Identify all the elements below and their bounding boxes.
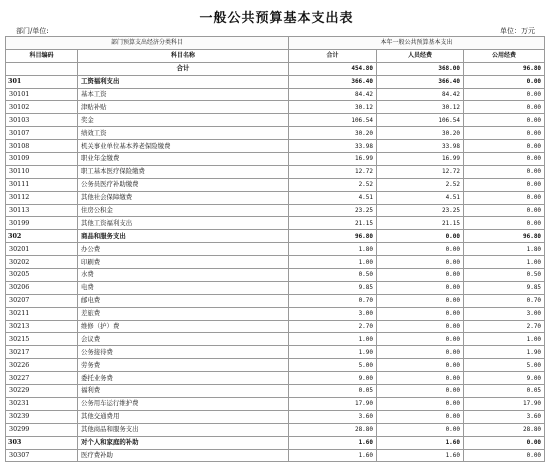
row-code-cell: 303 [6, 436, 78, 449]
row-name-cell: 其他工资福利支出 [78, 217, 289, 230]
row-personnel-cell: 0.00 [377, 281, 464, 294]
row-total-cell: 0.50 [289, 269, 377, 282]
row-code-cell: 30213 [6, 320, 78, 333]
row-personnel-cell: 23.25 [377, 204, 464, 217]
column-header-public: 公用经费 [464, 49, 545, 62]
row-public-cell: 0.00 [464, 449, 545, 462]
row-personnel-cell: 0.00 [377, 256, 464, 269]
table-row [6, 165, 545, 178]
table-row [6, 397, 545, 410]
row-name-cell: 对个人和家庭的补助 [78, 436, 289, 449]
row-total-cell: 30.12 [289, 101, 377, 114]
row-code-cell: 301 [6, 75, 78, 88]
row-personnel-cell: 0.00 [377, 423, 464, 436]
table-row [6, 320, 545, 333]
table-row [6, 62, 545, 75]
row-name-cell: 办公费 [78, 243, 289, 256]
row-code-cell: 30231 [6, 397, 78, 410]
table-row [6, 204, 545, 217]
row-name-cell: 商品和服务支出 [78, 230, 289, 243]
row-name-cell: 医疗费补助 [78, 449, 289, 462]
row-code-cell: 30239 [6, 410, 78, 423]
row-code-cell [6, 62, 78, 75]
table-row [6, 359, 545, 372]
row-total-cell: 28.80 [289, 423, 377, 436]
row-total-cell: 9.85 [289, 281, 377, 294]
row-total-cell: 0.70 [289, 294, 377, 307]
table-row [6, 217, 545, 230]
row-name-cell: 津贴补贴 [78, 101, 289, 114]
table-row [6, 153, 545, 166]
row-total-cell: 2.52 [289, 178, 377, 191]
row-public-cell: 96.80 [464, 62, 545, 75]
row-public-cell: 0.00 [464, 75, 545, 88]
row-code-cell: 30111 [6, 178, 78, 191]
row-code-cell: 302 [6, 230, 78, 243]
row-personnel-cell: 0.00 [377, 346, 464, 359]
table-row [6, 256, 545, 269]
row-public-cell: 0.05 [464, 385, 545, 398]
table-row [6, 294, 545, 307]
row-personnel-cell: 368.00 [377, 62, 464, 75]
row-public-cell: 0.00 [464, 217, 545, 230]
column-header-personnel: 人员经费 [377, 49, 464, 62]
table-row [6, 281, 545, 294]
row-name-cell: 基本工资 [78, 88, 289, 101]
table-row [6, 178, 545, 191]
row-personnel-cell: 0.00 [377, 333, 464, 346]
row-public-cell: 28.80 [464, 423, 545, 436]
header-group-classification: 部门预算支出经济分类科目 [6, 37, 289, 50]
table-row [6, 191, 545, 204]
table-row [6, 75, 545, 88]
row-total-cell: 0.05 [289, 385, 377, 398]
row-personnel-cell: 0.00 [377, 230, 464, 243]
header-column-row [6, 49, 545, 62]
row-personnel-cell: 0.00 [377, 410, 464, 423]
row-personnel-cell: 366.40 [377, 75, 464, 88]
table-row [6, 333, 545, 346]
row-public-cell: 0.00 [464, 114, 545, 127]
table-body [6, 62, 545, 462]
row-name-cell: 住房公积金 [78, 204, 289, 217]
row-code-cell: 30103 [6, 114, 78, 127]
table-row [6, 114, 545, 127]
row-public-cell: 3.60 [464, 410, 545, 423]
row-code-cell: 30113 [6, 204, 78, 217]
row-code-cell: 30110 [6, 165, 78, 178]
row-total-cell: 23.25 [289, 204, 377, 217]
row-public-cell: 0.00 [464, 436, 545, 449]
table-row [6, 372, 545, 385]
row-public-cell: 0.00 [464, 204, 545, 217]
row-name-cell: 邮电费 [78, 294, 289, 307]
row-total-cell: 454.80 [289, 62, 377, 75]
row-total-cell: 366.40 [289, 75, 377, 88]
row-public-cell: 0.00 [464, 101, 545, 114]
row-public-cell: 0.00 [464, 88, 545, 101]
row-code-cell: 30211 [6, 307, 78, 320]
row-code-cell: 30217 [6, 346, 78, 359]
row-total-cell: 3.60 [289, 410, 377, 423]
header-group-expenditure: 本年一般公共预算基本支出 [289, 37, 545, 50]
row-personnel-cell: 106.54 [377, 114, 464, 127]
row-name-cell: 劳务费 [78, 359, 289, 372]
table-row [6, 307, 545, 320]
row-public-cell: 1.00 [464, 333, 545, 346]
row-personnel-cell: 0.00 [377, 359, 464, 372]
table-row [6, 127, 545, 140]
row-personnel-cell: 4.51 [377, 191, 464, 204]
row-code-cell: 30112 [6, 191, 78, 204]
row-total-cell: 1.80 [289, 243, 377, 256]
row-personnel-cell: 0.00 [377, 372, 464, 385]
row-code-cell: 30199 [6, 217, 78, 230]
row-public-cell: 0.50 [464, 269, 545, 282]
table-row [6, 385, 545, 398]
row-personnel-cell: 0.00 [377, 269, 464, 282]
row-personnel-cell: 0.00 [377, 397, 464, 410]
table-row [6, 410, 545, 423]
row-total-cell: 2.70 [289, 320, 377, 333]
row-total-cell: 17.90 [289, 397, 377, 410]
row-code-cell: 30299 [6, 423, 78, 436]
row-public-cell: 9.85 [464, 281, 545, 294]
row-code-cell: 30215 [6, 333, 78, 346]
row-public-cell: 1.80 [464, 243, 545, 256]
row-personnel-cell: 16.99 [377, 153, 464, 166]
table-row [6, 269, 545, 282]
row-personnel-cell: 1.60 [377, 436, 464, 449]
row-total-cell: 106.54 [289, 114, 377, 127]
row-public-cell: 0.00 [464, 140, 545, 153]
column-header-code: 科目编码 [6, 49, 78, 62]
row-personnel-cell: 0.00 [377, 307, 464, 320]
row-total-cell: 33.98 [289, 140, 377, 153]
row-total-cell: 21.15 [289, 217, 377, 230]
row-name-cell: 福利费 [78, 385, 289, 398]
row-personnel-cell: 0.00 [377, 385, 464, 398]
row-total-cell: 1.60 [289, 436, 377, 449]
column-header-name: 科目名称 [78, 49, 289, 62]
table-row [6, 243, 545, 256]
row-personnel-cell: 1.60 [377, 449, 464, 462]
row-code-cell: 30207 [6, 294, 78, 307]
row-public-cell: 96.80 [464, 230, 545, 243]
row-code-cell: 30201 [6, 243, 78, 256]
row-name-cell: 工资福利支出 [78, 75, 289, 88]
row-total-cell: 3.00 [289, 307, 377, 320]
department-label: 部门/单位: [16, 27, 49, 35]
row-public-cell: 1.00 [464, 256, 545, 269]
row-code-cell: 30307 [6, 449, 78, 462]
row-total-cell: 84.42 [289, 88, 377, 101]
row-total-cell: 1.60 [289, 449, 377, 462]
table-row [6, 101, 545, 114]
row-name-cell: 委托业务费 [78, 372, 289, 385]
row-personnel-cell: 2.52 [377, 178, 464, 191]
row-name-cell: 差旅费 [78, 307, 289, 320]
row-name-cell: 奖金 [78, 114, 289, 127]
row-total-cell: 1.00 [289, 256, 377, 269]
row-personnel-cell: 21.15 [377, 217, 464, 230]
row-code-cell: 30108 [6, 140, 78, 153]
row-name-cell: 公务接待费 [78, 346, 289, 359]
row-code-cell: 30101 [6, 88, 78, 101]
row-personnel-cell: 33.98 [377, 140, 464, 153]
row-personnel-cell: 0.00 [377, 320, 464, 333]
row-name-cell: 其他社会保障缴费 [78, 191, 289, 204]
row-total-cell: 12.72 [289, 165, 377, 178]
row-name-cell: 机关事业单位基本养老保险缴费 [78, 140, 289, 153]
row-total-cell: 9.00 [289, 372, 377, 385]
row-name-cell: 水费 [78, 269, 289, 282]
row-code-cell: 30206 [6, 281, 78, 294]
column-header-total: 合计 [289, 49, 377, 62]
table-row [6, 423, 545, 436]
row-public-cell: 0.00 [464, 191, 545, 204]
row-total-cell: 96.80 [289, 230, 377, 243]
row-name-cell: 职业年金缴费 [78, 153, 289, 166]
row-name-cell: 其他交通费用 [78, 410, 289, 423]
row-code-cell: 30205 [6, 269, 78, 282]
row-public-cell: 9.00 [464, 372, 545, 385]
row-code-cell: 30202 [6, 256, 78, 269]
row-personnel-cell: 0.00 [377, 294, 464, 307]
row-name-cell: 公务用车运行维护费 [78, 397, 289, 410]
row-public-cell: 17.90 [464, 397, 545, 410]
row-code-cell: 30226 [6, 359, 78, 372]
table-row [6, 230, 545, 243]
row-name-cell: 公务员医疗补助缴费 [78, 178, 289, 191]
header-group-row [6, 37, 545, 50]
row-public-cell: 3.00 [464, 307, 545, 320]
row-public-cell: 0.00 [464, 165, 545, 178]
row-code-cell: 30229 [6, 385, 78, 398]
table-row [6, 346, 545, 359]
row-code-cell: 30102 [6, 101, 78, 114]
row-public-cell: 0.70 [464, 294, 545, 307]
row-total-cell: 1.00 [289, 333, 377, 346]
row-public-cell: 5.00 [464, 359, 545, 372]
row-public-cell: 2.70 [464, 320, 545, 333]
row-name-cell: 会议费 [78, 333, 289, 346]
table-row [6, 436, 545, 449]
expenditure-table [5, 36, 545, 462]
row-name-cell: 电费 [78, 281, 289, 294]
row-code-cell: 30107 [6, 127, 78, 140]
table-row [6, 140, 545, 153]
row-name-cell: 印刷费 [78, 256, 289, 269]
row-code-cell: 30227 [6, 372, 78, 385]
table-row [6, 449, 545, 462]
row-code-cell: 30109 [6, 153, 78, 166]
row-name-cell: 职工基本医疗保险缴费 [78, 165, 289, 178]
row-total-cell: 4.51 [289, 191, 377, 204]
row-public-cell: 1.90 [464, 346, 545, 359]
table-row [6, 88, 545, 101]
row-public-cell: 0.00 [464, 178, 545, 191]
row-name-cell: 绩效工资 [78, 127, 289, 140]
page-title: 一般公共预算基本支出表 [199, 11, 354, 26]
row-public-cell: 0.00 [464, 153, 545, 166]
row-total-cell: 30.20 [289, 127, 377, 140]
row-personnel-cell: 30.12 [377, 101, 464, 114]
row-name-cell: 其他商品和服务支出 [78, 423, 289, 436]
row-public-cell: 0.00 [464, 127, 545, 140]
row-personnel-cell: 30.20 [377, 127, 464, 140]
row-total-cell: 16.99 [289, 153, 377, 166]
row-personnel-cell: 84.42 [377, 88, 464, 101]
row-name-cell: 维修（护）费 [78, 320, 289, 333]
unit-label: 单位：万元 [500, 27, 535, 35]
row-total-cell: 1.90 [289, 346, 377, 359]
row-personnel-cell: 0.00 [377, 243, 464, 256]
row-personnel-cell: 12.72 [377, 165, 464, 178]
row-name-cell: 合计 [78, 62, 289, 75]
row-total-cell: 5.00 [289, 359, 377, 372]
